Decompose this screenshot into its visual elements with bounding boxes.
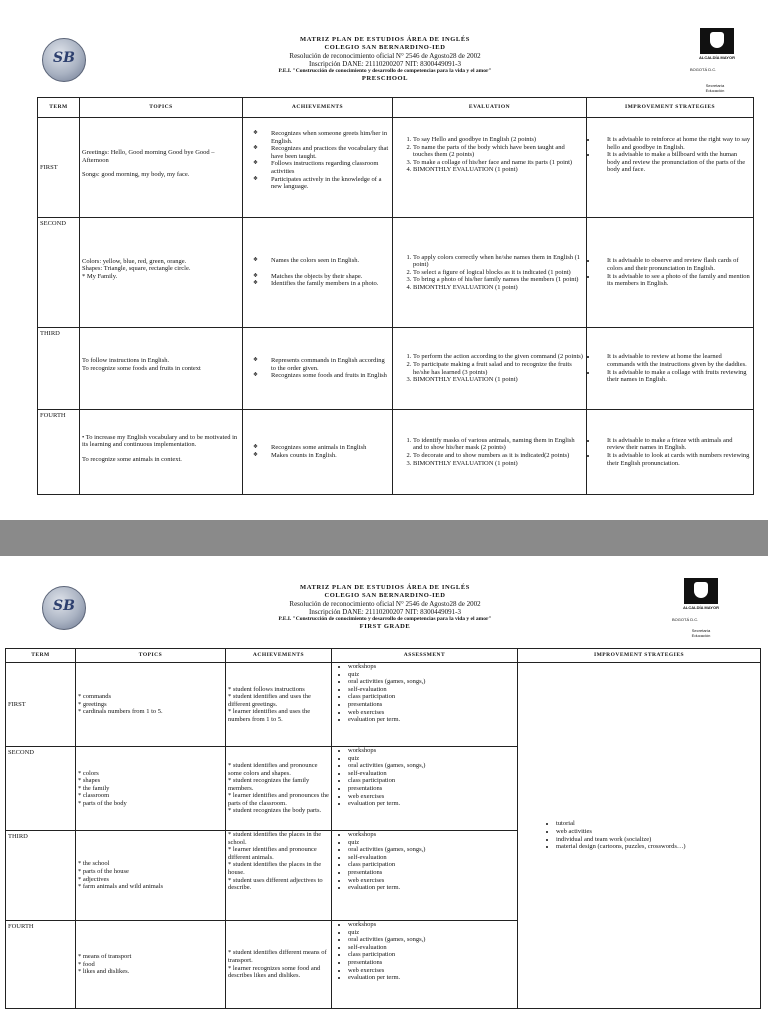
topic-text: * shapes [78,777,101,785]
grade-title: FIRST GRADE [359,623,411,630]
achievement-text: * learner identifies and pronounce different animals. [228,846,317,861]
list-item: • self-evaluation [348,944,515,952]
achievements-cell [243,410,393,495]
evaluation-cell [393,410,587,495]
achievement-text: * learner identifies and pronounces the parts of the classroom. [228,792,329,807]
list-item: • material design (cartoons, puzzles, crosswords…) [556,843,758,851]
achievement-text: * student recognizes the body parts. [228,807,322,815]
list-item: • quiz [348,839,515,847]
topic-text: * likes and dislikes. [78,968,130,976]
list-item: • class participation [348,777,515,785]
topic-text: • To increase my English vocabulary and to be motivated in its learning and continuous implementation. [82,433,238,449]
list-item: • It is advisable to see a photo of the family and mention its members in English. [597,273,751,288]
list-item: 3. BIMONTHLY EVALUATION (1 point) [413,376,584,384]
crest-caption: ALCALDÍA MAYOR [683,605,719,610]
achievements-cell [243,118,393,218]
list-item: 1. To say Hello and goodbye in English (2 points) [413,136,584,144]
achievement-text: * student identifies the places in the house. [228,861,322,876]
table-row [38,328,754,410]
achievements-cell [226,747,332,831]
document-header [150,584,620,631]
topics-cell [76,663,226,747]
list-item: 3. BIMONTHLY EVALUATION (1 point) [413,460,584,468]
header-school: COLEGIO SAN BERNARDINO-IED [324,592,446,599]
list-item: 2. To name the parts of the body which have been taught and touches them (2 points) [413,144,584,159]
list-item: • web exercises [348,967,515,975]
evaluation-cell [393,118,587,218]
topic-text: * adjectives [78,875,109,883]
evaluation-cell [393,218,587,328]
list-item: • workshops [348,663,515,671]
assessment-cell [332,747,518,831]
topic-text: To follow instructions in English. To recognize some foods and fruits in context [82,357,201,372]
list-item: • presentations [348,701,515,709]
topic-text: * commands [78,693,112,701]
topics-cell [80,328,243,410]
achievements-cell [226,921,332,1009]
header-resolution: Resolución de reconocimiento oficial N° 2546 de Agosto28 de 2002 [289,600,481,608]
header-title: MATRIZ PLAN DE ESTUDIOS ÁREA DE INGLÉS [299,36,471,43]
topics-cell [76,747,226,831]
col-term: TERM [38,98,80,118]
col-achievements: ACHIEVEMENTS [226,649,332,663]
list-item: 4. BIMONTHLY EVALUATION (1 point) [413,284,584,292]
term-cell: THIRD [38,328,80,410]
list-item: ❖ Recognizes and practices the vocabulary that have been taught. [253,145,390,160]
table-row [38,410,754,495]
strategies-cell [587,410,754,495]
strategies-cell [587,118,754,218]
list-item: • quiz [348,929,515,937]
header-resolution: Resolución de reconocimiento oficial N° 2546 de Agosto28 de 2002 [289,52,481,60]
list-item: • oral activities (games, songs,) [348,936,515,944]
list-item: • oral activities (games, songs,) [348,678,515,686]
list-item: • evaluation per term. [348,800,515,808]
term-cell: FIRST [6,663,76,747]
list-item: • It is advisable to make a frieze with animals and review their names in English. [597,437,751,452]
list-item: • class participation [348,951,515,959]
list-item: 2. To participate making a fruit salad and to recognize the fruits he/she has learned (3 points) [413,361,584,376]
achievement-text: * learner recognizes some food and describes likes and dislikes. [228,964,321,980]
term-cell: THIRD [6,831,76,921]
table-header-row [38,98,754,118]
list-item: • evaluation per term. [348,974,515,982]
list-item: 3. To bring a photo of his/her family names the members (1 point) [413,276,584,284]
list-item: • web exercises [348,709,515,717]
list-item: ❖ Participates actively in the knowledge of a new language. [253,176,390,191]
crest-sub: Secretaría Educación [705,83,725,93]
term-cell: FOURTH [38,410,80,495]
col-topics: TOPICS [80,98,243,118]
list-item: 3. To make a collage of his/her face and name its parts (1 point) [413,159,584,167]
list-item: • web exercises [348,793,515,801]
school-logo: SB [42,38,86,82]
list-item: • presentations [348,959,515,967]
table-row [6,663,761,747]
crest-sub: Secretaría Educación [691,628,711,638]
col-assessment: ASSESSMENT [332,649,518,663]
topic-text: * cardinals numbers from 1 to 5. [78,708,163,716]
topic-text: * parts of the body [78,799,127,807]
city-crest-icon [684,578,718,604]
list-item: ❖ Matches the objects by their shape. [253,273,390,281]
achievement-text: * student recognizes the family members. [228,777,310,792]
list-item: • individual and team work (socialize) [556,836,758,844]
assessment-cell [332,831,518,921]
list-item: • presentations [348,785,515,793]
list-item: 1. To identify masks of various animals, naming them in English and to show his/her mask (2 points) [413,437,584,452]
assessment-cell [332,921,518,1009]
topics-cell [76,831,226,921]
list-item: • oral activities (games, songs,) [348,762,515,770]
header-inscription: Inscripción DANE: 21110200207 NIT: 8300449091-3 [309,60,461,68]
topic-text: * colors [78,769,99,777]
col-evaluation: EVALUATION [393,98,587,118]
topics-cell [80,218,243,328]
list-item: • presentations [348,869,515,877]
list-item: ❖ Follows instructions regarding classroom activities [253,160,390,175]
list-item: • It is advisable to observe and review flash cards of colors and their pronunciation in English. [597,257,751,272]
topic-text: * the school [78,860,110,868]
preschool-table [37,97,754,495]
list-item: ❖ Recognizes some animals in English [253,444,390,452]
list-item: • quiz [348,755,515,763]
table-row [38,218,754,328]
list-item: • workshops [348,747,515,755]
document-page-2 [0,556,768,1024]
first-grade-table [5,648,761,1009]
table-header-row [6,649,761,663]
list-item: • class participation [348,693,515,701]
header-inscription: Inscripción DANE: 21110200207 NIT: 8300449091-3 [309,608,461,616]
term-cell: FOURTH [6,921,76,1009]
evaluation-cell [393,328,587,410]
crest-caption: ALCALDÍA MAYOR [699,55,735,60]
list-item: ❖ Recognizes some foods and fruits in English [253,372,390,380]
list-item: ❖ Names the colors seen in English. [253,257,390,265]
col-strategies: IMPROVEMENT STRATEGIES [587,98,754,118]
achievements-cell [226,663,332,747]
topics-cell [80,410,243,495]
topic-text: * greetings [78,700,107,708]
list-item: 1. To perform the action according to the given command (2 points) [413,353,584,361]
list-item: • It is advisable to make a billboard with the human body and review the pronunciation of the parts of the body and face. [597,151,751,174]
topic-text: Songs: good morning, my body, my face. [82,171,190,179]
list-item: • It is advisable to reinforce at home the right way to say hello and goodbye in English. [597,136,751,151]
assessment-cell [332,663,518,747]
table-row [38,118,754,218]
term-cell: SECOND [38,218,80,328]
topic-text: * the family [78,784,110,792]
strategies-cell [587,328,754,410]
achievements-cell [243,218,393,328]
achievement-text: * student follows instructions [228,685,305,693]
list-item: • It is advisable to review at home the learned commands with the instructions given by the daddies. [597,353,751,368]
col-strategies: IMPROVEMENT STRATEGIES [518,649,761,663]
list-item: • workshops [348,921,515,929]
list-item: • evaluation per term. [348,884,515,892]
list-item: 1. To apply colors correctly when he/she names them in English (1 point) [413,254,584,269]
achievement-text: * student identifies the places in the school. [228,831,322,846]
topics-cell [80,118,243,218]
achievement-text: * student uses different adjectives to describe. [228,876,323,892]
document-header [150,36,620,83]
list-item: 2. To select a figure of logical blocks as it is indicated (1 point) [413,269,584,277]
achievement-text: * student identifies and uses the different greetings. [228,693,311,708]
list-item: • self-evaluation [348,854,515,862]
term-cell: SECOND [6,747,76,831]
topic-text: Greetings: Hello, Good morning Good bye Good –Afternoon [82,149,215,164]
list-item: • tutorial [556,820,758,828]
header-school: COLEGIO SAN BERNARDINO-IED [324,44,446,51]
topics-cell [76,921,226,1009]
crest-city: BOGOTÁ D.C. [672,617,699,622]
list-item: • class participation [348,861,515,869]
crest-city: BOGOTÁ D.C. [690,67,717,72]
list-item: 4. BIMONTHLY EVALUATION (1 point) [413,166,584,174]
achievements-cell [243,328,393,410]
list-item: ❖ Represents commands in English according to the order given. [253,357,390,372]
topic-text: Colors: yellow, blue, red, green, orange. Shapes: Triangle, square, rectangle circle. * My Family. [82,257,191,280]
header-title: MATRIZ PLAN DE ESTUDIOS ÁREA DE INGLÉS [299,584,471,591]
achievement-text: * student identifies and pronounce some colors and shapes. [228,761,318,777]
list-item: • It is advisable to make a collage with fruits reviewing their names in English. [597,369,751,384]
strategies-cell [587,218,754,328]
list-item: • oral activities (games, songs,) [348,846,515,854]
term-cell: FIRST [38,118,80,218]
header-motto: P.E.I. "Construcción de conocimiento y desarrollo de competencias para la vida y el amor" [278,68,492,74]
col-topics: TOPICS [76,649,226,663]
topic-text: * means of transport [78,953,132,961]
list-item: • web activities [556,828,758,836]
list-item: • web exercises [348,877,515,885]
list-item: • self-evaluation [348,770,515,778]
list-item: ❖ Makes counts in English. [253,452,390,460]
city-crest-icon [700,28,734,54]
col-term: TERM [6,649,76,663]
achievement-text: * learner identifies and uses the numbers from 1 to 5. [228,708,311,723]
school-logo: SB [42,586,86,630]
col-achievements: ACHIEVEMENTS [243,98,393,118]
achievement-text: * student identifies different means of transport. [228,949,327,964]
list-item: • self-evaluation [348,686,515,694]
list-item: • It is advisable to look at cards with numbers reviewing their English pronunciation. [597,452,751,467]
topic-text: * food [78,960,95,968]
header-motto: P.E.I. "Construcción de conocimiento y desarrollo de competencias para la vida y el amor" [278,616,492,622]
list-item: 2. To decorate and to show numbers as it is indicated(2 points) [413,452,584,460]
list-item: • evaluation per term. [348,716,515,724]
topic-text: To recognize some animals in context. [82,455,182,463]
topic-text: * parts of the house [78,867,129,875]
topic-text: * classroom [78,792,110,800]
list-item: ❖ Identifies the family members in a photo. [253,280,390,288]
list-item: • workshops [348,831,515,839]
list-item: ❖ Recognizes when someone greets him/her in English. [253,130,390,145]
topic-text: * farm animals and wild animals [78,883,164,891]
grade-title: PRESCHOOL [361,75,409,82]
achievements-cell [226,831,332,921]
list-item: • quiz [348,671,515,679]
strategies-cell [518,663,761,1009]
